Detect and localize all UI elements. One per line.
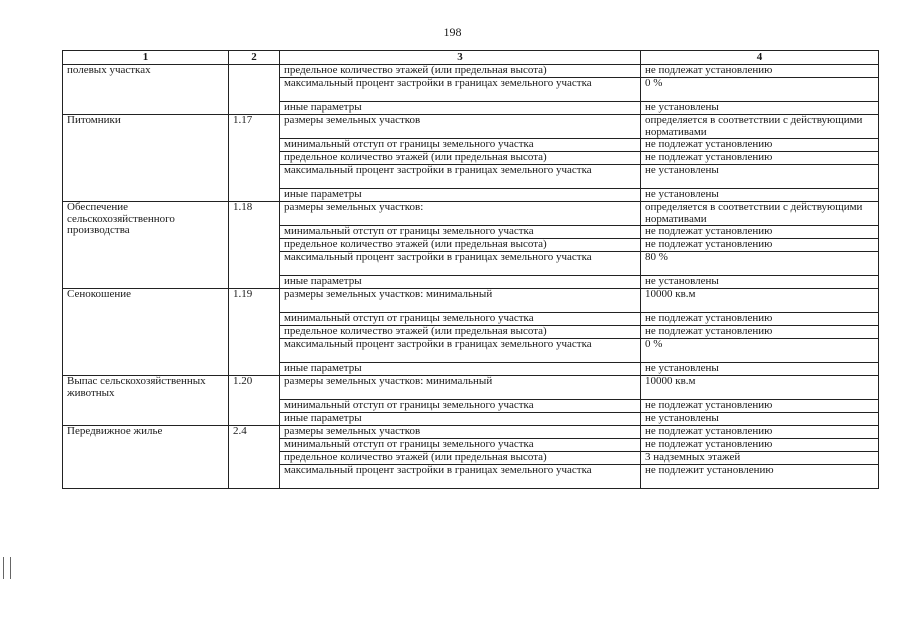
parameter-value: определяется в соответствии с действующими нормативами (641, 115, 879, 139)
land-use-code: 2.4 (229, 426, 280, 489)
parameter-value: не установлены (641, 276, 879, 289)
parameter-name: минимальный отступ от границы земельного участка (280, 313, 641, 326)
parameter-name: максимальный процент застройки в границах земельного участка (280, 465, 641, 489)
parameter-value: не подлежат установлению (641, 326, 879, 339)
parameter-value: 10000 кв.м (641, 289, 879, 313)
table-row (63, 289, 879, 313)
parameter-name: максимальный процент застройки в границах земельного участка (280, 339, 641, 363)
parameter-value: 3 надземных этажей (641, 452, 879, 465)
land-use-code: 1.19 (229, 289, 280, 376)
parameter-name: предельное количество этажей (или предельная высота) (280, 152, 641, 165)
parameter-value: не установлены (641, 165, 879, 189)
page-number: 198 (443, 25, 462, 39)
land-use-type: Обеспечение сельскохозяйственного производства (63, 202, 229, 289)
parameter-value: не подлежат установлению (641, 226, 879, 239)
table-row (63, 376, 879, 400)
parameter-name: размеры земельных участков (280, 426, 641, 439)
parameter-name: минимальный отступ от границы земельного участка (280, 226, 641, 239)
header-col-2: 2 (229, 51, 280, 65)
land-use-type: Выпас сельскохозяйственных животных (63, 376, 229, 426)
table-row (63, 65, 879, 78)
table-row (63, 202, 879, 226)
land-use-type: полевых участках (63, 65, 229, 115)
land-use-code: 1.18 (229, 202, 280, 289)
land-use-type: Питомники (63, 115, 229, 202)
parameter-value: 0 % (641, 78, 879, 102)
parameter-value: не подлежат установлению (641, 313, 879, 326)
parameter-name: иные параметры (280, 363, 641, 376)
parameter-name: максимальный процент застройки в границах земельного участка (280, 165, 641, 189)
table-row (63, 426, 879, 439)
parameter-value: не подлежит установлению (641, 465, 879, 489)
parameter-value: не установлены (641, 189, 879, 202)
parameter-value: 0 % (641, 339, 879, 363)
parameter-value: 80 % (641, 252, 879, 276)
table-row (63, 115, 879, 139)
land-use-code: 1.20 (229, 376, 280, 426)
table-header-row (63, 51, 879, 65)
header-col-1: 1 (63, 51, 229, 65)
header-col-3: 3 (280, 51, 641, 65)
parameter-value: не подлежат установлению (641, 439, 879, 452)
parameter-name: минимальный отступ от границы земельного участка (280, 439, 641, 452)
land-use-code (229, 65, 280, 115)
parameter-name: иные параметры (280, 189, 641, 202)
parameter-name: размеры земельных участков: (280, 202, 641, 226)
parameter-name: размеры земельных участков: минимальный (280, 376, 641, 400)
parameter-name: иные параметры (280, 102, 641, 115)
parameter-value: не подлежат установлению (641, 426, 879, 439)
parameter-value: не подлежат установлению (641, 400, 879, 413)
parameter-name: размеры земельных участков: минимальный (280, 289, 641, 313)
parameter-value: не подлежат установлению (641, 65, 879, 78)
parameter-name: иные параметры (280, 276, 641, 289)
margin-mark (3, 557, 11, 579)
land-use-code: 1.17 (229, 115, 280, 202)
parameter-name: минимальный отступ от границы земельного участка (280, 139, 641, 152)
parameter-value: не подлежат установлению (641, 239, 879, 252)
table-body (63, 65, 879, 489)
parameter-value: не установлены (641, 363, 879, 376)
parameter-value: определяется в соответствии с действующими нормативами (641, 202, 879, 226)
land-use-type: Передвижное жилье (63, 426, 229, 489)
parameter-name: предельное количество этажей (или предельная высота) (280, 239, 641, 252)
parameter-name: иные параметры (280, 413, 641, 426)
parameter-name: предельное количество этажей (или предельная высота) (280, 326, 641, 339)
parameter-value: 10000 кв.м (641, 376, 879, 400)
parameter-value: не подлежат установлению (641, 139, 879, 152)
parameter-name: максимальный процент застройки в границах земельного участка (280, 78, 641, 102)
parameter-value: не подлежат установлению (641, 152, 879, 165)
parameter-name: максимальный процент застройки в границах земельного участка (280, 252, 641, 276)
parameter-name: предельное количество этажей (или предельная высота) (280, 452, 641, 465)
header-col-4: 4 (641, 51, 879, 65)
parameter-name: предельное количество этажей (или предельная высота) (280, 65, 641, 78)
parameter-value: не установлены (641, 102, 879, 115)
parameter-value: не установлены (641, 413, 879, 426)
regulations-table (62, 50, 879, 489)
land-use-type: Сенокошение (63, 289, 229, 376)
parameter-name: размеры земельных участков (280, 115, 641, 139)
parameter-name: минимальный отступ от границы земельного участка (280, 400, 641, 413)
